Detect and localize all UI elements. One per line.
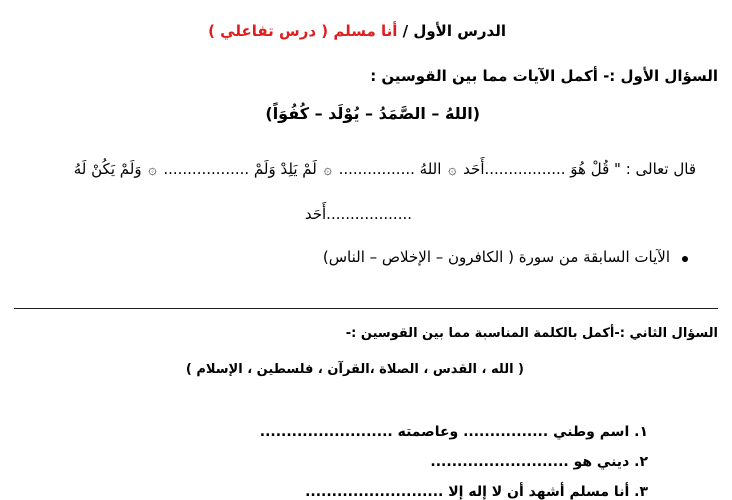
question2-heading: السؤال الثاني :-أكمل بالكلمة المناسبة مما بين القوسين :- [345, 326, 718, 341]
question1-word-bank: (اللهُ – الصَّمَدُ – يُوْلَد – كُفُوَاً) [265, 104, 480, 123]
verse-part-d: وَلَمْ يَكُنْ لَهُ [73, 160, 142, 178]
lesson-title-prefix: الدرس الأول / [402, 22, 506, 40]
lesson-title [208, 22, 506, 40]
lesson-title-highlight: أنا مسلم ( درس تفاعلي ) [208, 22, 398, 40]
section-divider [14, 308, 718, 309]
verse-part-a: قال تعالى : " قُلْ هُوَ .................أَحَد [463, 160, 696, 178]
question2-item: ١. اسم وطني ................ وعاصمته ......................... [259, 424, 648, 440]
ayah-separator-icon: ۞ [148, 162, 157, 178]
bullet-icon [682, 256, 688, 262]
question2-item: ٣. أنا مسلم أشهد أن لا إله إلا .......................... [305, 484, 648, 500]
verse-line-1 [74, 160, 696, 178]
question2-item: ٢. ديني هو .......................... [430, 454, 648, 470]
ayah-separator-icon: ۞ [323, 162, 332, 178]
surah-choice-line: الآيات السابقة من سورة ( الكافرون – الإخلاص – الناس) [322, 248, 670, 266]
ayah-separator-icon: ۞ [448, 162, 457, 178]
verse-line-2: ..................أَحَد [304, 205, 412, 223]
question1-heading: السؤال الأول :- أكمل الآيات مما بين القوسين : [370, 67, 718, 85]
verse-part-b: اللهُ ................ [338, 160, 442, 178]
verse-part-c: لَمْ يَلِدْ وَلَمْ .................. [163, 160, 317, 178]
question2-word-bank: ( الله ، القدس ، الصلاة ،القرآن ، فلسطين ، الإسلام ) [185, 362, 524, 377]
